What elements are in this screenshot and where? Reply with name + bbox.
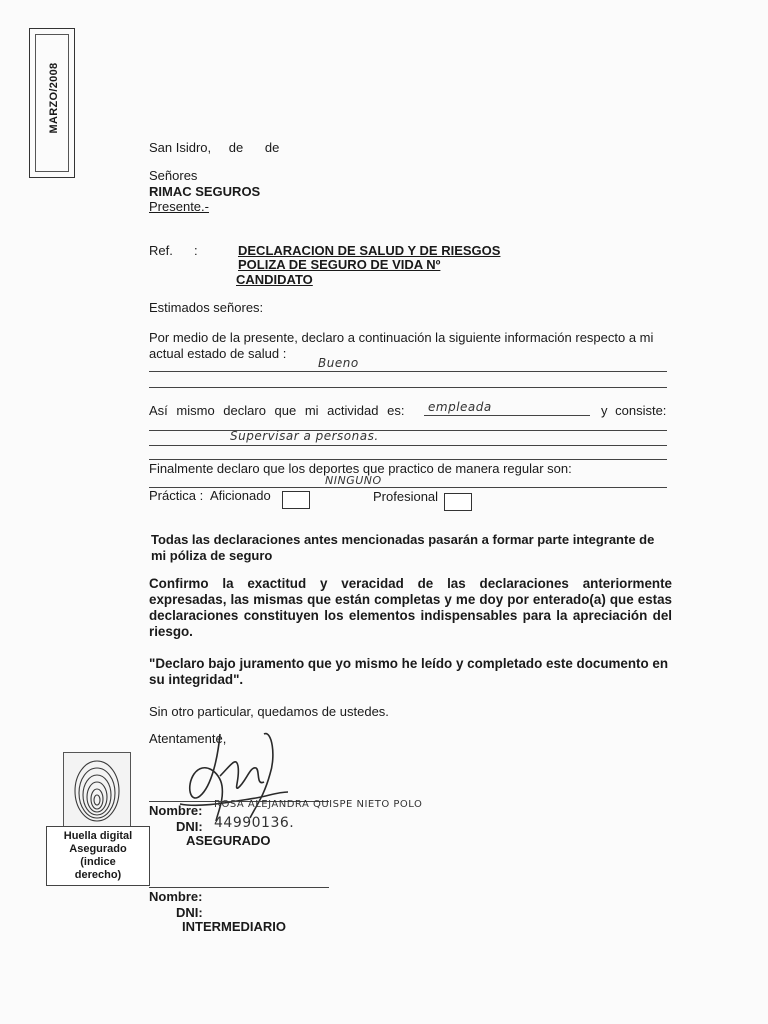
intermediario-dni-label: DNI: [176,905,203,920]
fingerprint-image [63,752,131,832]
activity-label: Así mismo declaro que mi actividad es: [149,403,405,418]
huella-line-4: derecho) [74,869,122,881]
asegurado-nombre-label: Nombre: [149,803,203,818]
aficionado-checkbox[interactable] [282,491,310,509]
health-value: Bueno [318,356,359,370]
place-text: San Isidro, [149,140,212,155]
greeting: Estimados señores: [149,300,264,315]
asegurado-nombre-value: ROSA ALEJANDRA QUISPE NIETO POLO [214,799,423,810]
date-de-2: de [264,140,280,155]
sports-value: NINGUNO [325,474,382,487]
asegurado-dni-label: DNI: [176,819,203,834]
declaration-paragraph-2: Confirmo la exactitud y veracidad de las declaraciones anteriormente expresadas, las mismas que están completas y me doy por enterado(a) que estas declaraciones constituyen los elementos indispensables para la apreciación del riesgo. [149,576,672,639]
salutation: Señores [149,168,198,183]
huella-line-3: (indice [80,856,116,868]
profesional-label: Profesional [373,489,439,504]
ref-line-1: DECLARACION DE SALUD Y DE RIESGOS [238,243,501,258]
date-stamp-box [29,28,75,178]
activity-detail: Supervisar a personas. [230,429,379,443]
atentamente-text: Atentamente, [149,731,227,746]
fingerprint-caption-box [46,826,150,886]
aficionado-label: Aficionado [210,488,271,503]
huella-line-1: Huella digital [63,830,133,842]
intermediario-nombre-label: Nombre: [149,889,203,904]
consiste-label: y consiste: [601,403,667,418]
date-stamp-text: MARZO/2008 [48,62,60,134]
asegurado-role: ASEGURADO [186,833,271,848]
huella-line-2: Asegurado [69,843,127,855]
ref-colon: : [194,243,198,258]
ref-line-3: CANDIDATO [236,272,313,287]
ref-label: Ref. [149,243,173,258]
intermediario-role: INTERMEDIARIO [182,919,286,934]
activity-value: empleada [428,400,492,414]
presente-text: Presente.- [149,199,209,214]
place-date-line [149,140,279,155]
closing-text: Sin otro particular, quedamos de ustedes. [149,704,389,719]
asegurado-dni-value: 44990136. [214,815,295,831]
date-de-1: de [228,140,244,155]
declaration-paragraph-3: "Declaro bajo juramento que yo mismo he leído y completado este documento en su integridad". [149,656,669,687]
profesional-checkbox[interactable] [444,493,472,511]
sports-statement: Finalmente declaro que los deportes que practico de manera regular son: [149,461,572,476]
health-statement: Por medio de la presente, declaro a continuación la siguiente información respecto a mi actual estado de salud : [149,330,654,361]
practica-label: Práctica : [149,488,204,503]
company-name: RIMAC SEGUROS [149,184,261,199]
ref-line-2: POLIZA DE SEGURO DE VIDA Nº [238,257,441,272]
declaration-paragraph-1: Todas las declaraciones antes mencionadas pasarán a formar parte integrante de mi póliza de seguro [151,532,655,563]
